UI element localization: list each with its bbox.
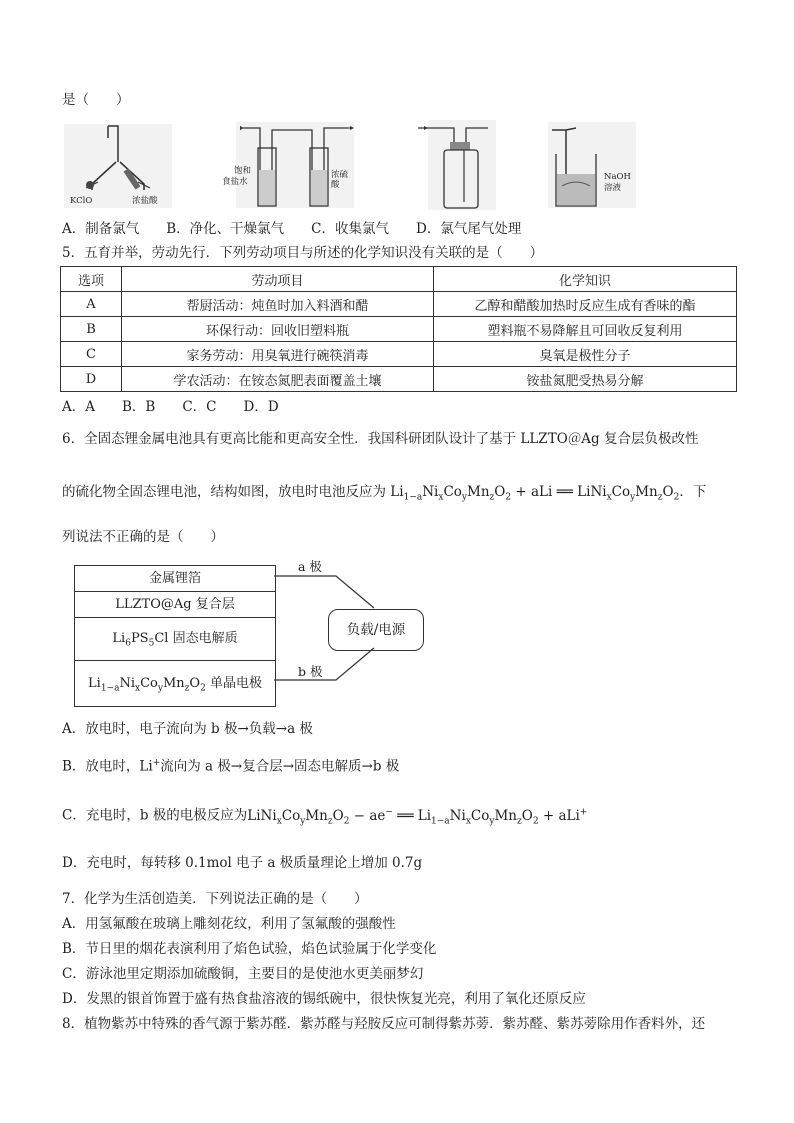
q6-option-b: B．放电时，Li+流向为 a 极→复合层→固态电解质→b 极 bbox=[62, 758, 400, 775]
q5-stem: 5．五育并举，劳动先行．下列劳动项目与所述的化学知识没有关联的是（ ） bbox=[62, 245, 544, 261]
battery-structure-diagram bbox=[74, 565, 276, 707]
q5-options: A．A B．B C．C D．D bbox=[62, 399, 279, 415]
load-power-box: 负载/电源 bbox=[328, 609, 424, 651]
row-knowledge: 铵盐氮肥受热易分解 bbox=[434, 367, 737, 392]
row-option: B bbox=[61, 317, 122, 342]
h2so4-conc-label: 浓硫酸 bbox=[331, 170, 349, 190]
q6-option-b-pre: B．放电时，Li bbox=[62, 758, 153, 775]
q7-stem: 7．化学为生活创造美．下列说法正确的是（ ） bbox=[62, 891, 368, 907]
sat-brine-label-2: 食盐水 bbox=[222, 177, 248, 187]
q8-stem: 8．植物紫苏中特殊的香气源于紫苏醛．紫苏醛与羟胺反应可制得紫苏蒡．紫苏醛、紫苏蒡除用作香料外，还 bbox=[62, 1016, 706, 1032]
naoh-label-2: 溶液 bbox=[604, 183, 622, 193]
header-knowledge: 化学知识 bbox=[434, 267, 737, 292]
q4-options: A．制备氯气 B．净化、干燥氯气 C．收集氯气 D．氯气尾气处理 bbox=[62, 221, 522, 237]
cathode-layer: $Li_{1-a}Ni_xCo_yMn_zO_2$ 单晶电极 bbox=[88, 676, 262, 694]
row-option: D bbox=[61, 367, 122, 392]
pole-b-label: b 极 bbox=[298, 664, 323, 679]
lithium-foil-layer: 金属锂箔 bbox=[75, 566, 275, 592]
q7-option-d: D．发黑的银首饰置于盛有热食盐溶液的锡纸碗中，很快恢复光亮，利用了氧化还原反应 bbox=[62, 991, 586, 1007]
q7-option-c: C．游泳池里定期添加硫酸铜，主要目的是使池水更美丽梦幻 bbox=[62, 966, 424, 982]
table-row bbox=[61, 342, 737, 367]
charge-electrode-formula: $LiNi_xCo_yMn_zO_2 - ae^-$ ══ $Li_{1-a}Ni_xCo_yMn_zO_2 + aLi^+$ bbox=[247, 807, 588, 827]
apparatus-a-figure bbox=[64, 118, 174, 210]
table-row bbox=[61, 292, 737, 317]
row-activity: 学农活动：在铵态氮肥表面覆盖土壤 bbox=[122, 367, 434, 392]
hcl-conc-label: 浓盐酸 bbox=[132, 196, 158, 206]
apparatus-d-figure bbox=[548, 118, 640, 210]
row-knowledge: 塑料瓶不易降解且可回收反复利用 bbox=[434, 317, 737, 342]
q6-option-d: D．充电时，每转移 0.1mol 电子 a 极质量理论上增加 0.7g bbox=[62, 855, 423, 871]
kclo-label: KClO bbox=[70, 196, 93, 206]
row-option: A bbox=[61, 292, 122, 317]
q6-option-c-pre: C．充电时，b 极的电极反应为 bbox=[62, 807, 248, 824]
q6-line-2 bbox=[62, 483, 706, 507]
q6-line-3: 列说法不正确的是（ ） bbox=[62, 529, 224, 545]
q6-option-c bbox=[62, 803, 587, 830]
q6-option-b-post: 流向为 a 极→复合层→固态电解质→b 极 bbox=[160, 758, 400, 775]
apparatus-c-figure bbox=[418, 118, 498, 210]
row-activity: 家务劳动：用臭氧进行碗筷消毒 bbox=[122, 342, 434, 367]
q6-option-a: A．放电时，电子流向为 b 极→负载→a 极 bbox=[62, 721, 313, 737]
row-activity: 环保行动：回收旧塑料瓶 bbox=[122, 317, 434, 342]
q7-option-a: A．用氢氟酸在玻璃上雕刻花纹，利用了氢氟酸的强酸性 bbox=[62, 916, 396, 932]
electrolyte-layer: $Li_6PS_5Cl$ 固态电解质 bbox=[75, 618, 275, 661]
table-row bbox=[61, 367, 737, 392]
row-option: C bbox=[61, 342, 122, 367]
q4-stem-tail: 是（ ） bbox=[62, 92, 130, 108]
table-row bbox=[61, 317, 737, 342]
header-activity: 劳动项目 bbox=[122, 267, 434, 292]
discharge-reaction-formula: $Li_{1-a}Ni_xCo_yMn_zO_2$ + aLi ══ $LiNi_xCo_yMn_zO_2$ bbox=[390, 484, 680, 503]
wash-bottles-icon bbox=[216, 118, 356, 210]
composite-layer: LLZTO@Ag 复合层 bbox=[75, 592, 275, 618]
header-option: 选项 bbox=[61, 267, 122, 292]
q6-line-1: 6．全固态锂金属电池具有更高比能和更高安全性．我国科研团队设计了基于 LLZTO＠Ag 复合层负极改性 bbox=[62, 431, 699, 447]
pole-a-label: a 极 bbox=[298, 559, 322, 574]
naoh-label-1: NaOH bbox=[604, 172, 631, 182]
q6-line-2-end: ．下 bbox=[679, 484, 707, 500]
cathode-label-suffix: 单晶电极 bbox=[205, 676, 262, 691]
row-knowledge: 乙醇和醋酸加热时反应生成有香味的酯 bbox=[434, 292, 737, 317]
q7-option-b: B．节日里的烟花表演利用了焰色试验，焰色试验属于化学变化 bbox=[62, 941, 437, 957]
row-knowledge: 臭氧是极性分子 bbox=[434, 342, 737, 367]
q5-table bbox=[60, 266, 737, 392]
gas-bottle-icon bbox=[418, 118, 498, 210]
beaker-icon bbox=[548, 118, 640, 210]
row-activity: 帮厨活动：炖鱼时加入料酒和醋 bbox=[122, 292, 434, 317]
electrolyte-label-suffix: Cl 固态电解质 bbox=[154, 631, 238, 646]
apparatus-b-figure bbox=[216, 118, 356, 210]
q6-line-2-text: 的硫化物全固态锂电池，结构如图，放电时电池反应为 bbox=[62, 484, 386, 500]
table-header-row bbox=[61, 267, 737, 292]
sat-brine-label-1: 饱和 bbox=[234, 166, 252, 176]
